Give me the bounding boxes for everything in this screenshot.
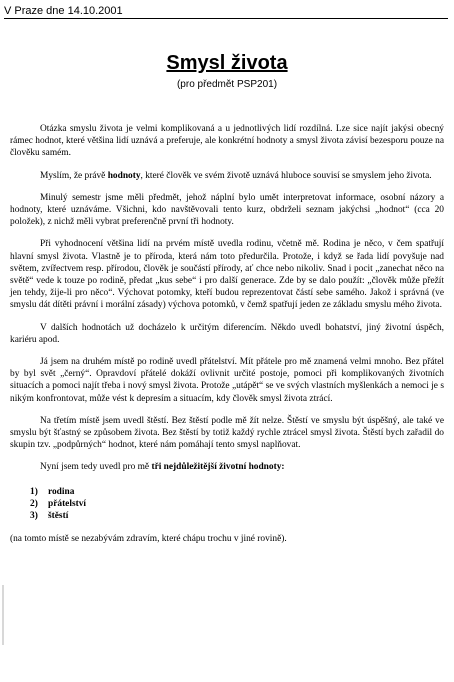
paragraph-5: V dalších hodnotách už docházelo k určitým diferencím. Někdo uvedl bohatství, jiný životní úspěch, kariéru apod. [10, 322, 444, 345]
paragraph-3: Minulý semestr jsme měli předmět, jehož náplní bylo umět interpretovat informace, osobní názory a hodnoty, které uznáváme. Všichni, kdo navštěvovali tento kurz, obdrželi seznam jakýchsi „hodnot“ (cca 20 položek), z nichž měli vybrat preferenčně první tři hodnoty. [10, 192, 444, 228]
document-title: Smysl života [166, 52, 288, 74]
header-date: V Praze dne 14.10.2001 [4, 4, 448, 19]
margin-bar [2, 585, 4, 645]
list-item-number: 1) [30, 486, 38, 497]
paragraph-8 [10, 461, 444, 473]
document-subtitle: (pro předmět PSP201) [176, 79, 278, 90]
paragraph-7: Na třetím místě jsem uvedl štěstí. Bez štěstí podle mě žít nelze. Štěstí ve smyslu být úspěšný, ale také ve smyslu být šťastný se způsobem života. Bez štěstí by totiž každý rychle ztrácel smysl života. Štěstí bych zařadil do skupin tzv. „podpůrných“ hodnot, které nám pomáhají tento smysl naplňovat. [10, 415, 444, 451]
paragraph-2-start: Myslím, že právě [40, 170, 108, 181]
paragraph-2 [10, 170, 444, 182]
closing-note: (na tomto místě se nezabývám zdravím, které chápu trochu v jiné rovině). [10, 534, 287, 545]
paragraph-2-end: , které člověk ve svém životě uznává hluboce souvisí se smyslem jeho života. [140, 170, 432, 181]
paragraph-2-bold: hodnoty [107, 170, 141, 181]
paragraph-8-start: Nyní jsem tedy uvedl pro mě [40, 462, 152, 473]
paragraph-8-bold: tři nejdůležitější životní hodnoty: [151, 462, 285, 473]
list-item-number: 2) [30, 498, 38, 509]
values-list [30, 486, 444, 523]
list-item [30, 486, 444, 498]
paragraph-1: Otázka smyslu života je velmi komplikovaná a u jednotlivých lidí rozdílná. Lze sice najít jakýsi obecný rámec hodnot, které většina lidí uznává a preferuje, ale konkrétní hodnoty a smysl života závisí bezesporu pouze na člověku samém. [10, 124, 444, 159]
list-item [30, 498, 444, 510]
document-body [10, 123, 444, 555]
list-item-label: štěstí [48, 511, 69, 522]
paragraph-6: Já jsem na druhém místě po rodině uvedl přátelství. Mít přátele pro mě znamená velmi mnoho. Bez přátel by byl svět „černý“. Opravdoví přátelé dokáží ovlivnit určité postoje, pomoci při komplikovaných životních situacích a pomoci najít třeba i nový smysl života. Protože „utápět“ se ve svých vlastních myšlenkách a nemoci je s nikým konfrontovat, může vést k depresím a situacím, kdy člověk smysl života ztrácí. [10, 357, 444, 404]
list-item-label: rodina [48, 486, 75, 497]
list-item-label: přátelství [48, 498, 87, 509]
list-item-number: 3) [30, 511, 38, 522]
paragraph-4: Při vyhodnocení většina lidí na prvém místě uvedla rodinu, včetně mě. Rodina je něco, v čem spatřují hlavní smysl života. Vlastně je to příroda, která nám toto předurčila. Protože, i když se řada lidí povyšuje nad světem, zvířectvem resp. přírodou, člověk je součástí přírody, ať chce nebo nikoliv. Snad i pocit „zanechat něco na světě“ vede k touze po rodině, předat „kus sebe“ i pro další generace. Zde by se dalo použít: „člověk může přežít jen tehdy, žije-li pro něco“. Výchovat potomky, kteří budou reprezentovat částí sebe samého. Jakož i správná (ve smyslu dát dítěti právní i morální zásady) výchova potomků, v čemž spatřují jeden ze základu smyslu mého života. [10, 239, 444, 311]
list-item [30, 510, 444, 522]
